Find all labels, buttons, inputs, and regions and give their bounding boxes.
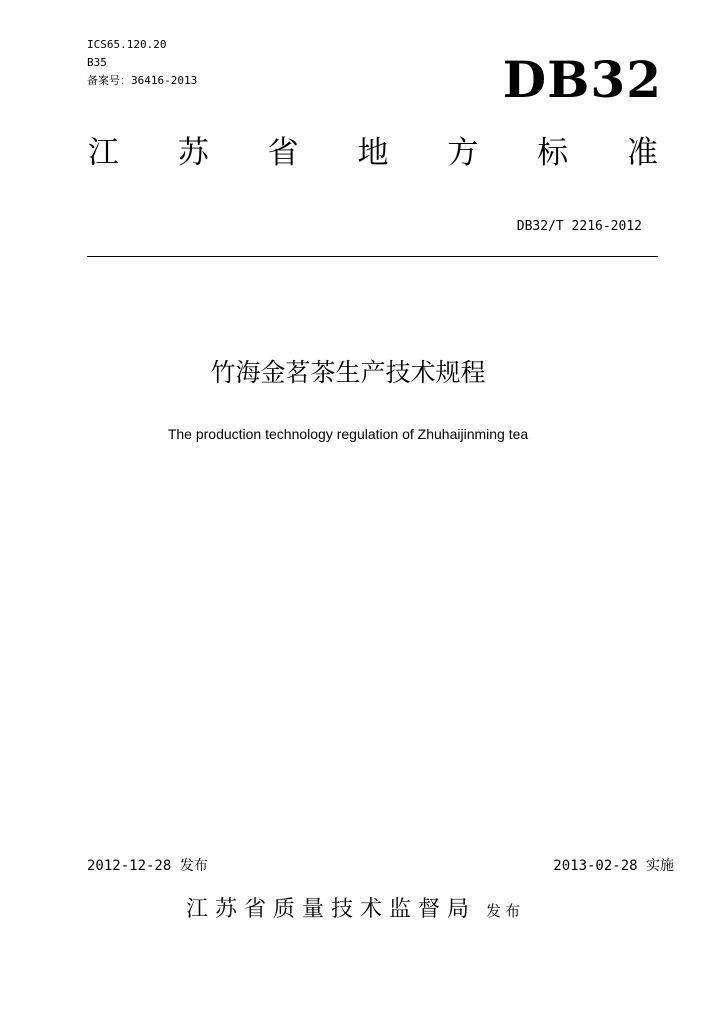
db-mark: DB32 bbox=[502, 50, 662, 109]
implementation-date: 2013-02-28 实施 bbox=[553, 858, 674, 874]
issuer-suffix: 发布 bbox=[486, 902, 525, 920]
issuer bbox=[0, 895, 724, 926]
standard-type-char: 苏 bbox=[177, 135, 209, 171]
document-title-cn: 竹海金茗茶生产技术规程 bbox=[210, 358, 486, 387]
standard-number: DB32/T 2216-2012 bbox=[516, 219, 642, 234]
document-title-en: The production technology regulation of Zhuhaijinming tea bbox=[167, 426, 529, 442]
standard-type-char: 省 bbox=[267, 135, 299, 171]
standard-type-title bbox=[88, 133, 658, 173]
standard-type-char: 江 bbox=[88, 135, 119, 171]
divider bbox=[87, 256, 658, 257]
standard-type-char: 地 bbox=[357, 135, 389, 171]
ics-code: ICS65.120.20 bbox=[87, 38, 167, 51]
standard-type-char: 标 bbox=[537, 135, 569, 171]
record-number: 备案号：36416-2013 bbox=[87, 74, 198, 87]
issuer-name: 江苏省质量技术监督局 bbox=[185, 897, 476, 922]
standard-type-char: 准 bbox=[626, 135, 658, 171]
classification-code: B35 bbox=[87, 56, 107, 69]
issue-date: 2012-12-28 发布 bbox=[87, 858, 208, 874]
standard-type-char: 方 bbox=[447, 135, 479, 171]
